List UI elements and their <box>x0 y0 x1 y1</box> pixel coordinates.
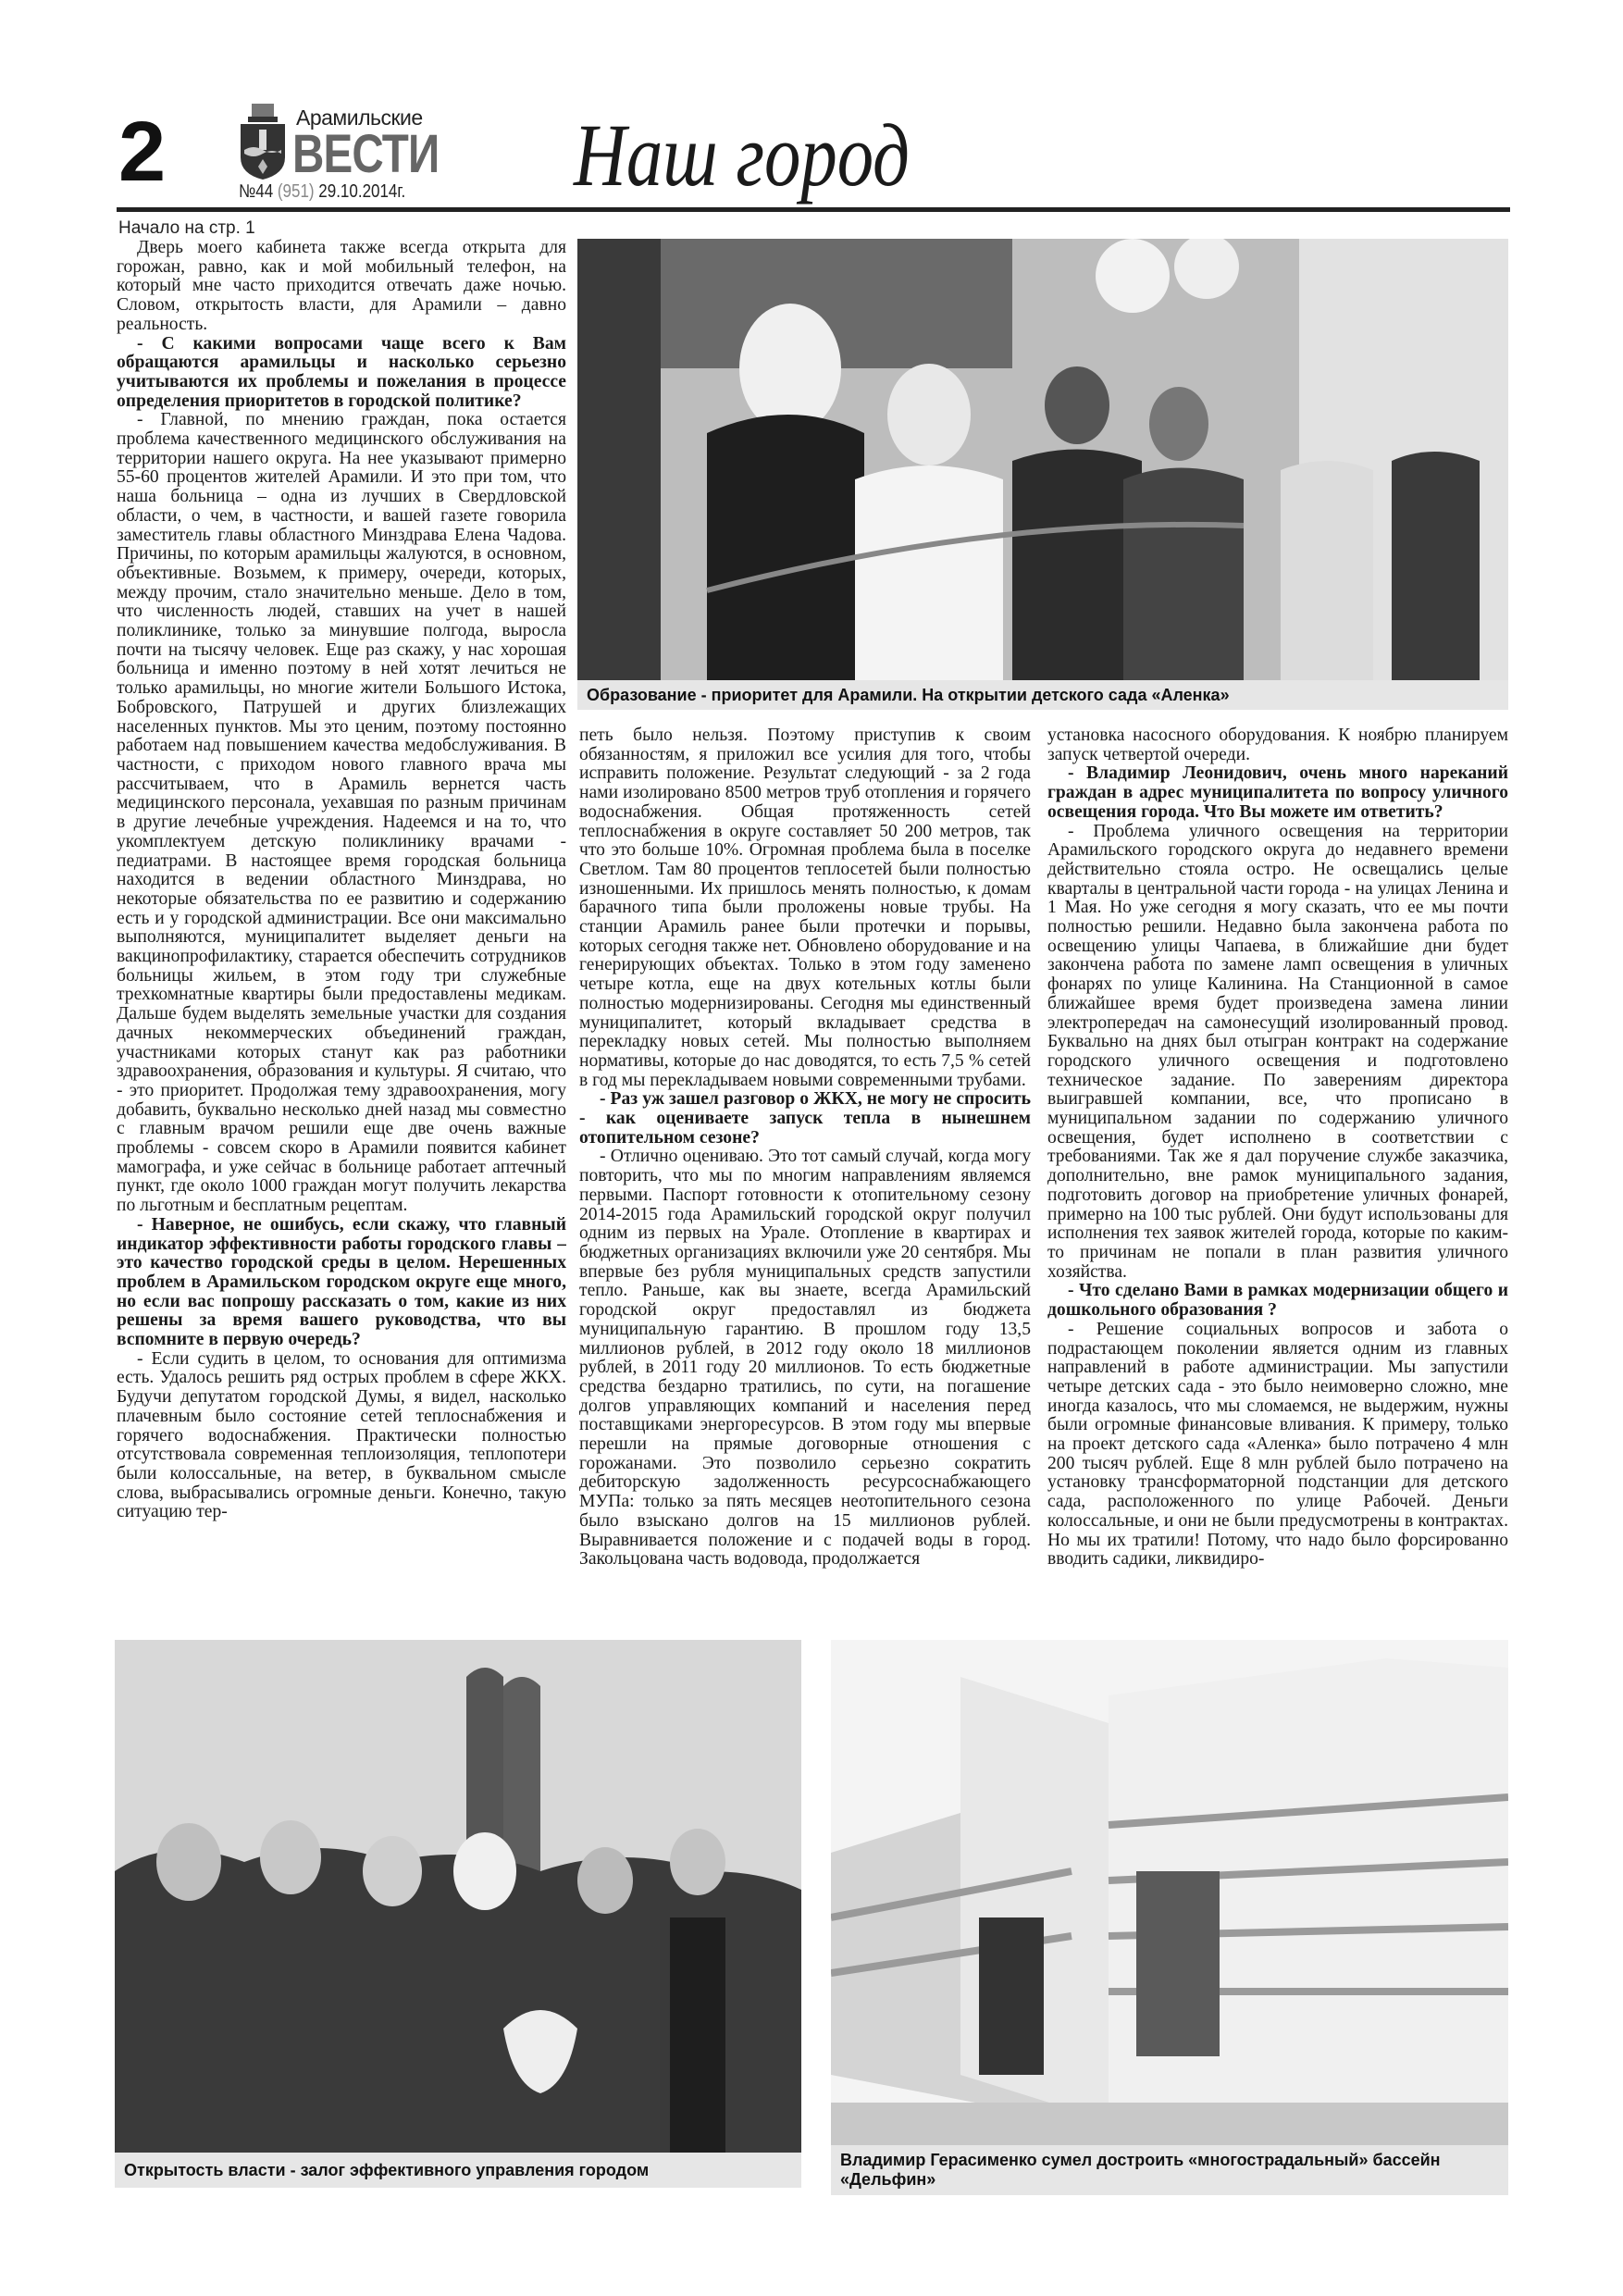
article-column-1 <box>117 239 566 1627</box>
photo-pool-building <box>831 1640 1508 2147</box>
photo-caption: Образование - приоритет для Арамили. На открытии детского сада «Аленка» <box>577 680 1508 710</box>
header-divider <box>117 207 1510 212</box>
logo-subtitle: Арамильские <box>296 105 423 130</box>
issue-info <box>239 181 405 203</box>
section-title: Наш город <box>574 105 910 205</box>
photo-group-at-monument <box>115 1640 801 2156</box>
coat-of-arms-icon <box>239 104 287 180</box>
issue-total: (951) <box>277 181 315 202</box>
newspaper-logo <box>239 104 461 205</box>
paragraph: петь было нельзя. Поэтому приступив к своим обязанностям, я приложил все усилия для того, чтобы исправить положение. Результат следующий - за 2 года нами изолировано 8500 метров труб отопления и горячего водоснабжения. Общая протяженность сетей теплоснабжения в округе составляет 50 200 метров, так что это больше 10%. Огромная проблема была в поселке Светлом. Там 80 процентов теплосетей были полностью изношенными. Их пришлось менять полностью, к домам барачного типа были проложены новые трубы. На станции Арамиль ранее были протечки и порывы, которых сегодня также нет. Обновлено оборудование и на генерирующих объектах. Только в этом году заменено четыре котла, еще на двух котельных котлы были полностью модернизированы. Сегодня мы единственный муниципалитет, который вкладывает средства в перекладку новых сетей. Мы полностью выполняем нормативы, которые до нас доводятся, то есть 7,5 % сетей в год мы перекладываем новыми современными трубами. <box>579 726 1031 1090</box>
logo-title: ВЕСТИ <box>292 124 440 184</box>
interview-question: - С какими вопросами чаще всего к Вам обращаются арамильцы и насколько серьезно учитываются их проблемы и пожелания в процессе определения приоритетов в городской политике? <box>117 333 566 411</box>
paragraph: - Отлично оцениваю. Это тот самый случай, когда могу повторить, что мы по многим направлениям являемся первыми. Паспорт готовности к отопительному сезону 2014-2015 года Арамильский городской округ получил одним из первых на Урале. Отопление в квартирах и бюджетных организациях включили уже 20 сентября. Мы впервые без рубля муниципальных средств запустили тепло. Раньше, как вы знаете, всегда Арамильский городской округ предоставлял из бюджета муниципальную гарантию. В прошлом году 13,5 миллионов рублей, в 2012 году около 18 миллионов рублей, в 2011 году 20 миллионов. То есть бюджетные средства бездарно тратились, по сути, на погашение долгов управляющих компаний и населения перед поставщиками энергоресурсов. В этом году мы впервые перешли на прямые договорные отношения с горожанами. Это позволило серьезно сократить дебиторскую задолженность ресурсоснабжающего МУПа: только за пять месяцев неотопительного сезона было взыскано долгов на 15 миллионов рублей. Выравнивается положение и с подачей воды в город. Закольцована часть водовода, продолжается <box>579 1147 1031 1570</box>
photo-caption: Владимир Герасименко сумел достроить «многострадальный» бассейн «Дельфин» <box>831 2145 1508 2195</box>
paragraph: - Проблема уличного освещения на территории Арамильского городского округа до недавнего времени действительно стояла остро. Не освещались целые кварталы в центральной части города - на улицах Ленина и 1 Мая. Но уже сегодня я могу сказать, что ее мы почти полностью решили. Недавно была закончена работа по освещению улицы Чапаева, в ближайшие дни будет закончена работа по замене ламп освещения в уличных фонарях по улице Калинина. На Станционной в самое ближайшее время будет произведена замена линии электропередач на самонесущий изолированный провод. Буквально на днях был отыгран контракт на содержание городского уличного освещения и подготовлено техническое задание. По заверениям директора выигравшей компании, все, что прописано в муниципальном задании по содержанию уличного освещения, будет исполнено в соответствии с требованиями. Так же я дал поручение службе заказчика, дополнительно, вне рамок муниципального задания, подготовить договор на приобретение уличных фонарей, примерно на 100 тыс рублей. Они будут использованы для исполнения тех заявок жителей города, которые по каким-то причинам не попали в план развития уличного хозяйства. <box>1047 821 1508 1282</box>
paragraph: - Если судить в целом, то основания для оптимизма есть. Удалось решить ряд острых проблем в сфере ЖКХ. Будучи депутатом городской Думы, я видел, насколько плачевным было состояние сетей теплоснабжения и горячего водоснабжения. Практически полностью отсутствовала современная теплоизоляция, теплопотери были колоссальные, на ветер, в буквальном смысле слова, выбрасывались огромные деньги. Конечно, такую ситуацию тер- <box>117 1348 566 1522</box>
paragraph: - Главной, по мнению граждан, пока остается проблема качественного медицинского обслуживания на территории нашего округа. На нее указывают примерно 55-60 процентов жителей Арамили. И это при том, что наша больница – одна из лучших в Свердловской области, о чем, в частности, и вашей газете говорила заместитель главы областного Минздрава Елена Чадова. Причины, по которым арамильцы жалуются, в основном, объективные. Возьмем, к примеру, очереди, которых, между прочим, стало значительно меньше. Дело в том, что численность людей, ставших на учет в нашей поликлинике, только за минувшие полгода, выросла почти на тысячу человек. Еще раз скажу, у нас хорошая больница и именно поэтому в ней хотят лечиться не только арамильцы, но многие жители Большого Истока, Бобровского, Патрушей и других близлежащих населенных пунктов. Мы это ценим, поэтому постоянно работаем над повышением качества медобслуживания. В частности, с приходом нового главного врача мы рассчитываем, что в Арамиль вернется часть медицинского персонала, уехавшая по разным причинам в другие лечебные учреждения. Надеемся и на то, что укомплектуем детскую поликлинику врачами - педиатрами. В настоящее время городская больница находится в ведении областного Минздрава, но некоторые обязательства по ее развитию и содержанию есть и у городской администрации. Все они максимально выполняются, муниципалитет выделяет деньги на вакцинопрофилактику, старается обеспечить сотрудников больницы жильем, в этом году три служебные трехкомнатные квартиры были предоставлены медикам. Дальше будем выделять земельные участки для создания дачных некоммерческих объединений граждан, участниками которых станут как раз работники здравоохранения, образования и культуры. Я считаю, что - это приоритет. Продолжая тему здравоохранения, могу добавить, буквально несколько дней назад мы совместно с главным врачом решили еще две очень важные проблемы - совсем скоро в Арамили появится кабинет мамографа, и уже сейчас в больнице работает аптечный пункт, где около 1000 граждан могут получить лекарства по льготным и бесплатным рецептам. <box>117 410 566 1216</box>
interview-question: - Что сделано Вами в рамках модернизации общего и дошкольного образования ? <box>1047 1281 1508 1321</box>
issue-date: 29.10.2014г. <box>318 181 406 202</box>
interview-question: - Наверное, не ошибусь, если скажу, что главный индикатор эффективности работы городского главы – это качество городской среды в целом. Нерешенных проблем в Арамильском городском округе еще много, но если вас попрошу рассказать о том, какие из них решены за время вашего руководства, что вы вспомните в первую очередь? <box>117 1214 566 1350</box>
article-column-3 <box>1047 726 1508 1638</box>
paragraph: Дверь моего кабинета также всегда открыта для горожан, равно, как и мой мобильный телефон, на который мне часто приходится отвечать даже ночью. Словом, открытость власти, для Арамили – давно реальность. <box>117 239 566 334</box>
photo-caption: Открытость власти - залог эффективного управления городом <box>115 2153 801 2188</box>
page-number: 2 <box>118 105 167 199</box>
paragraph: установка насосного оборудования. К ноябрю планируем запуск четвертой очереди. <box>1047 726 1508 764</box>
paragraph: - Решение социальных вопросов и забота о подрастающем поколении является одним из главных направлений в работе администрации. Мы запустили четыре детских сада - это было неимоверно сложно, мне иногда казалось, что мы сломаемся, не выдержим, нужны были огромные финансовые вливания. К примеру, только на проект детского сада «Аленка» было потрачено 4 млн 200 тысяч рублей. Еще 8 млн рублей было потрачено на установку трансформаторной подстанции для детского сада, расположенного по улице Рабочей. Деньги колоссальные, и они не были предусмотрены в контрактах. Но мы их тратили! Потому, что надо было форсированно вводить садики, ликвидиро- <box>1047 1319 1508 1570</box>
interview-question: - Раз уж зашел разговор о ЖКХ, не могу не спросить - как оцениваете запуск тепла в нынешнем отопительном сезоне? <box>579 1089 1031 1148</box>
continued-from-label: Начало на стр. 1 <box>118 218 255 238</box>
issue-number: №44 <box>239 181 274 202</box>
photo-ribbon-cutting <box>577 239 1508 681</box>
article-column-2 <box>579 726 1031 1638</box>
interview-question: - Владимир Леонидович, очень много нареканий граждан в адрес муниципалитета по вопросу уличного освещения города. Что Вы можете им ответить? <box>1047 763 1508 822</box>
